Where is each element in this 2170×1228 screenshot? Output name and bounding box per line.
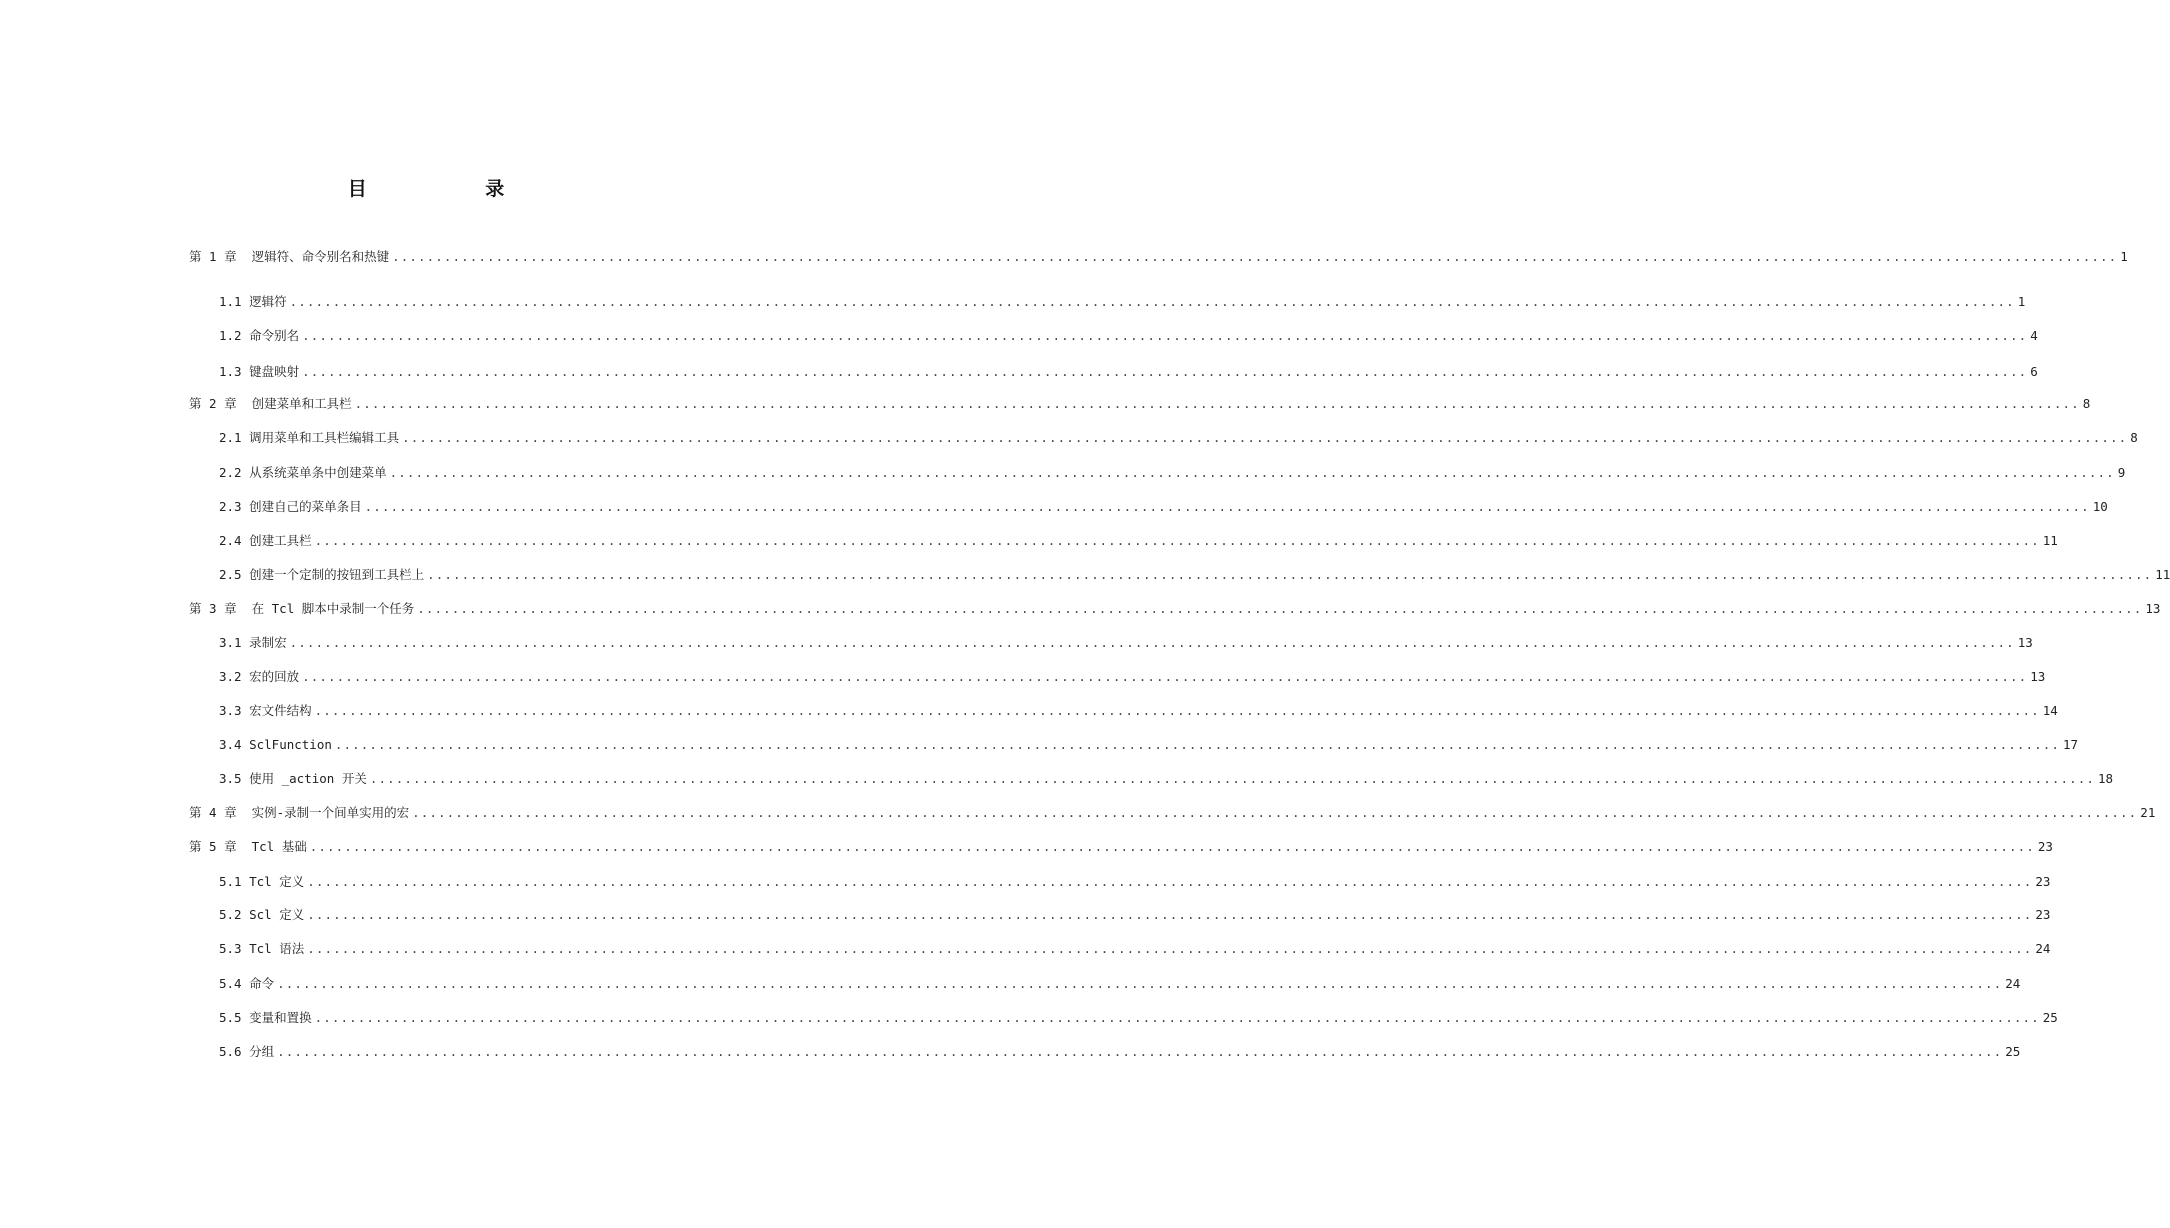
toc-entry-label: 5.1 Tcl 定义 — [219, 874, 305, 889]
toc-entry-label: 3.3 宏文件结构 — [219, 703, 312, 718]
toc-entry-page: 6 — [2030, 364, 2038, 379]
dot-leader: ........................................................................................................................................................................................................ — [309, 839, 2035, 854]
toc-entry[interactable] — [219, 326, 2038, 346]
toc-entry[interactable] — [219, 1042, 2021, 1062]
toc-entry[interactable] — [189, 837, 2053, 857]
toc-entry-label: 1.1 逻辑符 — [219, 294, 287, 309]
toc-entry[interactable] — [219, 292, 2026, 312]
dot-leader: ........................................................................................................................................................................................................ — [307, 907, 2033, 922]
dot-leader: ........................................................................................................................................................................................................ — [302, 328, 2028, 343]
toc-entry[interactable] — [189, 599, 2161, 619]
toc-entry-page: 14 — [2042, 703, 2058, 718]
toc-title: 目 录 — [347, 178, 561, 200]
toc-entry-page: 25 — [2005, 1044, 2021, 1059]
dot-leader: ........................................................................................................................................................................................................ — [402, 430, 2128, 445]
toc-entry-page: 11 — [2155, 567, 2170, 582]
dot-leader: ........................................................................................................................................................................................................ — [314, 533, 2040, 548]
dot-leader: ........................................................................................................................................................................................................ — [307, 874, 2033, 889]
toc-entry-page: 11 — [2042, 533, 2058, 548]
toc-entry[interactable] — [219, 872, 2051, 892]
toc-entry-label: 第 2 章 创建菜单和工具栏 — [189, 396, 352, 411]
toc-entry-label: 第 3 章 在 Tcl 脚本中录制一个任务 — [189, 601, 415, 616]
dot-leader: ........................................................................................................................................................................................................ — [314, 1010, 2040, 1025]
toc-entry[interactable] — [219, 633, 2033, 653]
toc-entry-page: 13 — [2017, 635, 2033, 650]
dot-leader: ........................................................................................................................................................................................................ — [277, 1044, 2003, 1059]
toc-entry[interactable] — [219, 362, 2038, 382]
toc-entry[interactable] — [189, 803, 2156, 823]
toc-entry-page: 8 — [2082, 396, 2091, 411]
toc-entry[interactable] — [219, 428, 2138, 448]
toc-entry-page: 17 — [2063, 737, 2079, 752]
toc-entry-label: 5.3 Tcl 语法 — [219, 941, 305, 956]
dot-leader: ........................................................................................................................................................................................................ — [369, 771, 2095, 786]
toc-entry-label: 5.2 Scl 定义 — [219, 907, 305, 922]
toc-entry-page: 4 — [2030, 328, 2038, 343]
toc-entry[interactable] — [219, 497, 2108, 517]
dot-leader: ........................................................................................................................................................................................................ — [302, 669, 2028, 684]
dot-leader: ........................................................................................................................................................................................................ — [389, 465, 2115, 480]
dot-leader: ........................................................................................................................................................................................................ — [307, 941, 2033, 956]
dot-leader: ........................................................................................................................................................................................................ — [302, 364, 2028, 379]
dot-leader: ........................................................................................................................................................................................................ — [427, 567, 2153, 582]
toc-entry-page: 1 — [2017, 294, 2026, 309]
toc-entry-label: 5.6 分组 — [219, 1044, 275, 1059]
toc-entry[interactable] — [219, 667, 2046, 687]
toc-entry-page: 10 — [2092, 499, 2108, 514]
toc-entry[interactable] — [219, 939, 2051, 959]
toc-entry-page: 21 — [2140, 805, 2156, 820]
toc-entry-page: 13 — [2030, 669, 2046, 684]
toc-entry-page: 18 — [2097, 771, 2114, 786]
toc-entry-page: 13 — [2145, 601, 2161, 616]
toc-entry-label: 1.2 命令别名 — [219, 328, 300, 343]
toc-entry-page: 1 — [2120, 249, 2128, 264]
toc-entry[interactable] — [219, 1008, 2058, 1028]
toc-entry[interactable] — [219, 905, 2051, 925]
toc-entry-page: 8 — [2130, 430, 2138, 445]
toc-entry-page: 9 — [2117, 465, 2126, 480]
toc-entry-label: 2.5 创建一个定制的按钮到工具栏上 — [219, 567, 425, 582]
toc-entry-page: 23 — [2035, 874, 2051, 889]
dot-leader: ........................................................................................................................................................................................................ — [334, 737, 2061, 752]
toc-entry-label: 3.2 宏的回放 — [219, 669, 300, 684]
toc-entry-page: 23 — [2035, 907, 2051, 922]
toc-entry[interactable] — [219, 565, 2170, 585]
dot-leader: ........................................................................................................................................................................................................ — [314, 703, 2040, 718]
toc-entry[interactable] — [219, 769, 2114, 789]
toc-entry-label: 第 1 章 逻辑符、命令别名和热键 — [189, 249, 390, 264]
dot-leader: ........................................................................................................................................................................................................ — [289, 635, 2015, 650]
toc-entry-label: 5.4 命令 — [219, 976, 275, 991]
dot-leader: ........................................................................................................................................................................................................ — [412, 805, 2138, 820]
dot-leader: ........................................................................................................................................................................................................ — [277, 976, 2003, 991]
toc-entry[interactable] — [219, 701, 2058, 721]
toc-entry-label: 5.5 变量和置换 — [219, 1010, 312, 1025]
toc-entry-label: 2.3 创建自己的菜单条目 — [219, 499, 362, 514]
toc-entry[interactable] — [219, 974, 2021, 994]
toc-entry[interactable] — [219, 531, 2058, 551]
dot-leader: ........................................................................................................................................................................................................ — [392, 249, 2118, 264]
toc-entry-label: 2.2 从系统菜单条中创建菜单 — [219, 465, 387, 480]
toc-entry-page: 25 — [2042, 1010, 2058, 1025]
dot-leader: ........................................................................................................................................................................................................ — [417, 601, 2143, 616]
toc-entry-page: 24 — [2035, 941, 2051, 956]
toc-entry-label: 第 5 章 Tcl 基础 — [189, 839, 307, 854]
toc-entry-label: 3.5 使用 _action 开关 — [219, 771, 367, 786]
toc-entry-label: 3.4 SclFunction — [219, 737, 332, 752]
dot-leader: ........................................................................................................................................................................................................ — [364, 499, 2090, 514]
toc-entry-label: 1.3 键盘映射 — [219, 364, 300, 379]
dot-leader: ........................................................................................................................................................................................................ — [289, 294, 2015, 309]
toc-entry-label: 第 4 章 实例-录制一个间单实用的宏 — [189, 805, 410, 820]
toc-entry-page: 24 — [2005, 976, 2021, 991]
toc-entry[interactable] — [219, 463, 2126, 483]
toc-entry[interactable] — [189, 247, 2128, 267]
toc-entry[interactable] — [219, 735, 2079, 755]
toc-entry-label: 3.1 录制宏 — [219, 635, 287, 650]
toc-entry-label: 2.4 创建工具栏 — [219, 533, 312, 548]
toc-entry[interactable] — [189, 394, 2091, 414]
toc-entry-page: 23 — [2037, 839, 2053, 854]
dot-leader: ........................................................................................................................................................................................................ — [354, 396, 2080, 411]
toc-entry-label: 2.1 调用菜单和工具栏编辑工具 — [219, 430, 400, 445]
